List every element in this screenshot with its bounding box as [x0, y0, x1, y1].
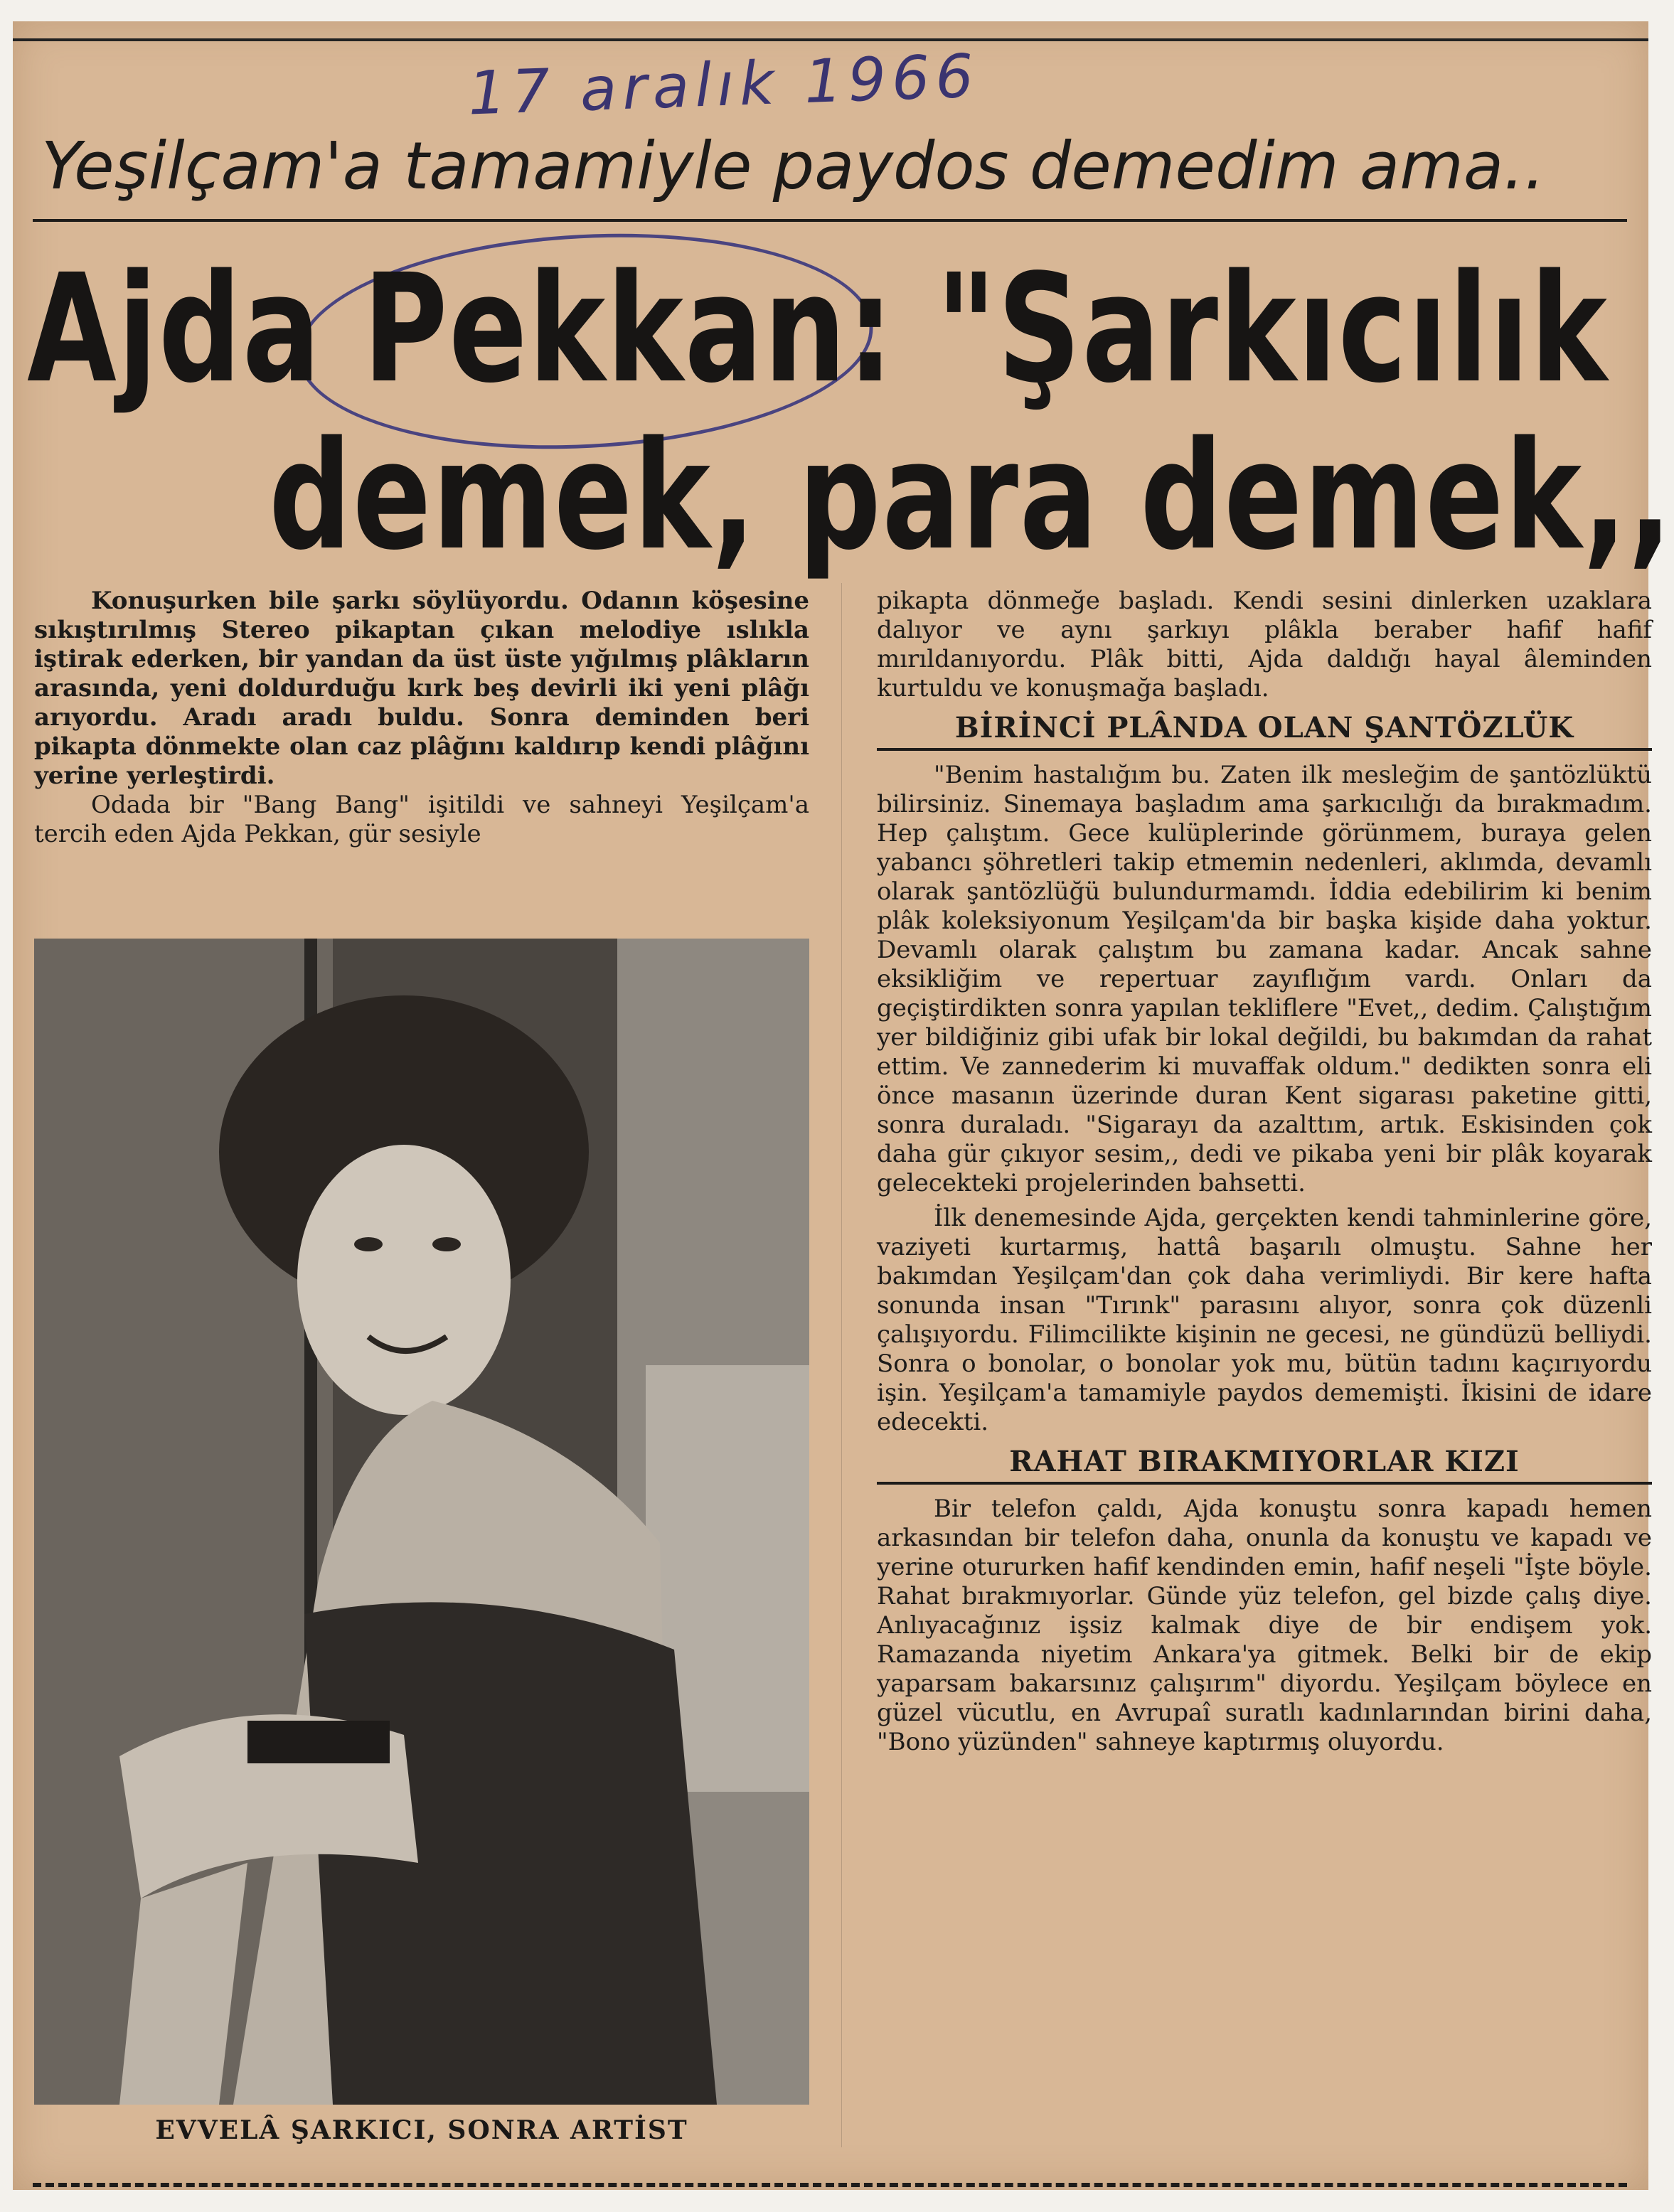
kicker-headline: Yeşilçam'a tamamiyle paydos demedim ama..: [41, 128, 1545, 204]
column-separator: [841, 583, 842, 2147]
subhead-santozluk: BİRİNCİ PLÂNDA OLAN ŞANTÖZLÜK: [877, 713, 1652, 751]
left-column-text: [34, 587, 809, 849]
left-paragraph-2: Odada bir "Bang Bang" işitildi ve sahneyi Yeşilçam'a tercih eden Ajda Pekkan, gür sesiyle: [34, 791, 809, 848]
newspaper-clipping: [13, 21, 1673, 2190]
right-column-text: [877, 587, 1652, 1763]
handwritten-date: 17 aralık 1966: [467, 41, 981, 129]
right-paragraph-3: İlk denemesinde Ajda, gerçekten kendi tahminlerine göre, vaziyeti kurtarmış, hattâ başarılı olmuştu. Sahne her bakımdan Yeşilçam'dan çok daha verimliydi. Bir kere hafta sonunda insan "Tırınk" parasını alıyor, sonra çok düzenli çalışıyordu. Filimcilikte kişinin ne gecesi, ne gündüzü belliydi. Sonra o bonolar, o bonolar yok mu, bütün tadını kaçırıyordu işin. Yeşilçam'a tamamiyle paydos dememişti. İkisini de idare edecekti.: [877, 1204, 1652, 1436]
subhead-rahat: RAHAT BIRAKMIYORLAR KIZI: [877, 1447, 1652, 1485]
top-rule: [13, 38, 1648, 41]
right-paragraph-2: "Benim hastalığım bu. Zaten ilk mesleğim de şantözlüktü bilirsiniz. Sinemaya başladım ama şarkıcılığı da bırakmadım. Hep çalıştım. Gece kulüplerinde görünmem, buraya gelen yabancı şöhretleri takip etmemin nedenleri, aklımda, devamlı olarak şantözlüğü bulundurmamdı. İddia edebilirim ki benim plâk koleksiyonum Yeşilçam'da bir başka kişide daha yoktur. Devamlı olarak çalıştım bu zamana kadar. Ancak sahne eksikliğim ve repertuar zayıflığım vardı. Onları da geçiştirdikten sonra yapılan tekliflere "Evet,, dedim. Çalıştığım yer bildiğiniz gibi ufak bir lokal değildi, bu bakımdan da rahat ettim. Ve zannederim ki muvaffak oldum." dedikten sonra eli önce masanın üzerinde duran Kent sigarası paketine gitti, sonra duraladı. "Sigarayı da azalttım, artık. Eskisinden çok daha gür çıkıyor sesim,, dedi ve pikaba yeni bir plâk koyarak gelecekteki projelerinden bahsetti.: [877, 761, 1652, 1197]
portrait-photo: [34, 939, 809, 2105]
headline-line-1: Ajda Pekkan: "Şarkıcılık: [27, 242, 1609, 416]
headline-line-2: demek, para demek,,: [269, 409, 1673, 583]
right-paragraph-1: pikapta dönmeğe başladı. Kendi sesini dinlerken uzaklara dalıyor ve aynı şarkıyı plâkla beraber hafif hafif mırıldanıyordu. Plâk bitti, Ajda daldığı hayal âleminden kurtuldu ve konuşmağa başladı.: [877, 587, 1652, 702]
kicker-rule: [33, 219, 1627, 222]
portrait-photo-graphic: [34, 939, 809, 2105]
left-paragraph-1: Konuşurken bile şarkı söylüyordu. Odanın köşesine sıkıştırılmış Stereo pikaptan çıkan melodiye ıslıkla iştirak ederken, bir yandan da üst üste yığılmış plâkların arasında, yeni doldurduğu kırk beş devirli iki yeni plâğı arıyordu. Aradı aradı buldu. Sonra deminden beri pikapta dönmekte olan caz plâğını kaldırıp kendi plâğını yerine yerleştirdi.: [34, 587, 809, 790]
right-paragraph-4: Bir telefon çaldı, Ajda konuştu sonra kapadı hemen arkasından bir telefon daha, onunla da konuştu ve kapadı ve yerine otururken hafif kendinden emin, hafif neşeli "İşte böyle. Rahat bırakmıyorlar. Günde yüz telefon, gel bizde çalış diye. Anlıyacağınız işsiz kalmak diye de bir endişem yok. Ramazanda niyetim Ankara'ya gitmek. Belki bir de ekip yaparsam bakarsınız çalışırım" diyordu. Yeşilçam böylece en güzel vücutlu, en Avrupaî suratlı kadınlarından birini daha, "Bono yüzünden" sahneye kaptırmış oluyordu.: [877, 1495, 1652, 1756]
photo-caption: EVVELÂ ŞARKICI, SONRA ARTİST: [155, 2115, 688, 2145]
bottom-dashed-rule: [33, 2183, 1627, 2187]
